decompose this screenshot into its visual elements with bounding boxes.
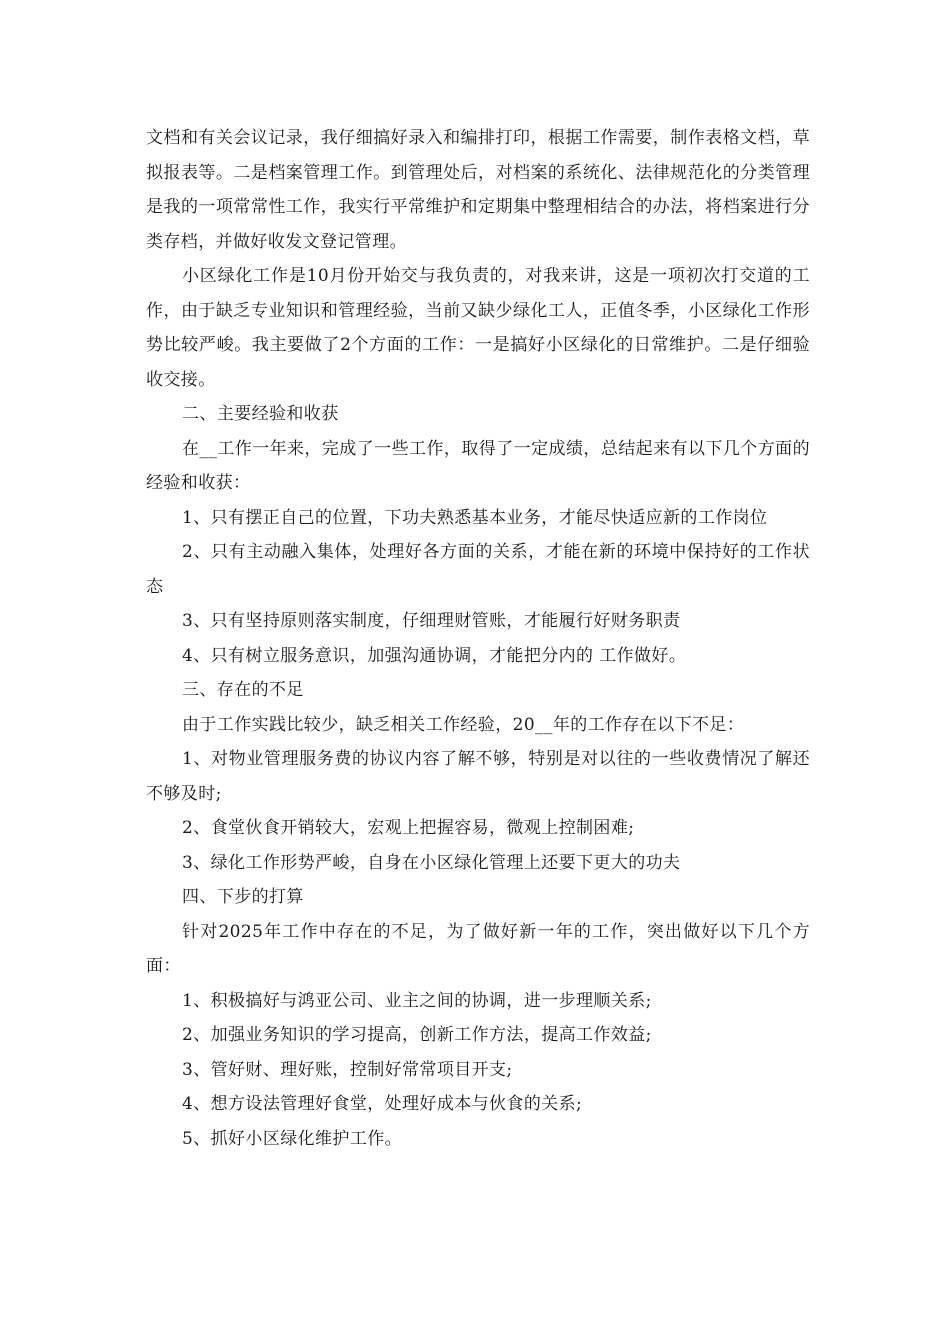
list-item-experience-2: 2、只有主动融入集体，处理好各方面的关系，才能在新的环境中保持好的工作状态: [146, 542, 810, 597]
list-item-plan-1: 1、积极搞好与鸿亚公司、业主之间的协调，进一步理顺关系;: [182, 990, 652, 1011]
list-item-experience-1: 1、只有摆正自己的位置，下功夫熟悉基本业务，才能尽快适应新的工作岗位: [182, 507, 768, 528]
list-item-plan-5: 5、抓好小区绿化维护工作。: [182, 1128, 403, 1149]
section-heading-shortcomings: 三、存在的不足: [182, 680, 304, 700]
paragraph-greening-work: 小区绿化工作是10月份开始交与我负责的，对我来讲，这是一项初次打交道的工作，由于缺乏专业知识和管理经验，当前又缺少绿化工人，正值冬季，小区绿化工作形势比较严峻。我主要做了2个方面的工作：一是搞好小区绿化的日常维护。二是仔细验收交接。: [146, 266, 810, 390]
paragraph-archive-work: 文档和有关会议记录，我仔细搞好录入和编排打印，根据工作需要，制作表格文档，草拟报表等。二是档案管理工作。到管理处后，对档案的系统化、法律规范化的分类管理是我的一项常常性工作，我实行平常维护和定期集中整理相结合的办法，将档案进行分类存档，并做好收发文登记管理。: [146, 128, 810, 252]
list-item-shortcoming-2: 2、食堂伙食开销较大，宏观上把握容易，微观上控制困难;: [182, 818, 635, 838]
list-item-experience-3: 3、只有坚持原则落实制度，仔细理财管账，才能履行好财务职责: [182, 611, 681, 631]
list-item-experience-4: 4、只有树立服务意识，加强沟通协调，才能把分内的 工作做好。: [182, 645, 687, 666]
section-heading-experience: 二、主要经验和收获: [182, 404, 339, 424]
section-heading-plan: 四、下步的打算: [182, 887, 304, 907]
paragraph-shortcomings-intro: 由于工作实践比较少，缺乏相关工作经验，20__年的工作存在以下不足：: [182, 714, 745, 735]
paragraph-experience-intro: 在__工作一年来，完成了一些工作，取得了一定成绩，总结起来有以下几个方面的经验和收获：: [146, 438, 810, 493]
paragraph-plan-intro: 针对2025年工作中存在的不足，为了做好新一年的工作，突出做好以下几个方面：: [146, 921, 810, 976]
list-item-plan-2: 2、加强业务知识的学习提高，创新工作方法，提高工作效益;: [182, 1025, 652, 1045]
list-item-plan-4: 4、想方设法管理好食堂，处理好成本与伙食的关系;: [182, 1094, 583, 1114]
list-item-shortcoming-3: 3、绿化工作形势严峻，自身在小区绿化管理上还要下更大的功夫: [182, 852, 681, 873]
list-item-shortcoming-1: 1、对物业管理服务费的协议内容了解不够，特别是对以往的一些收费情况了解还不够及时;: [146, 749, 810, 804]
list-item-plan-3: 3、管好财、理好账，控制好常常项目开支;: [182, 1059, 513, 1080]
document-page: [146, 121, 810, 1156]
